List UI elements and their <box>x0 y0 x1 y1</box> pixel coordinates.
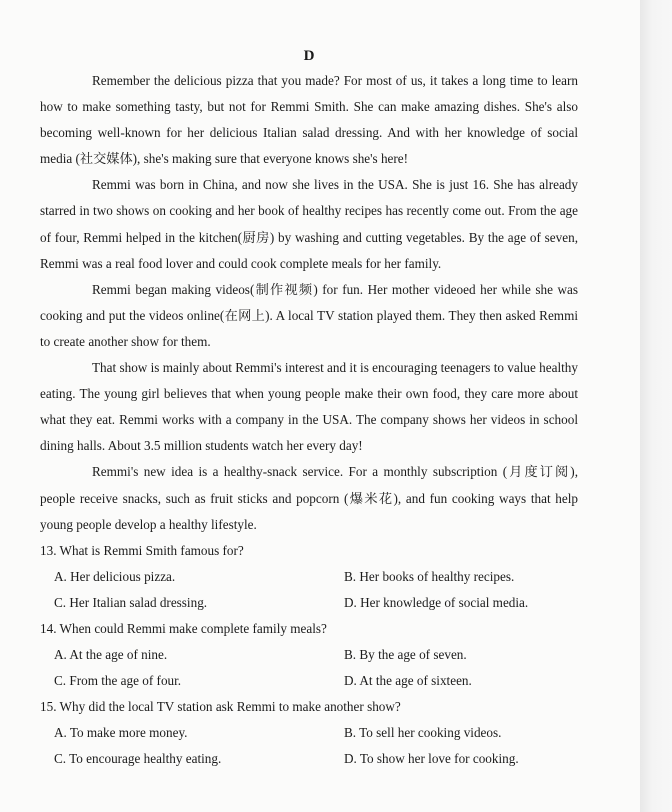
section-title: D <box>303 48 315 64</box>
question-13 <box>40 538 578 616</box>
page-edge <box>640 0 672 812</box>
paragraph: Remmi's new idea is a healthy-snack service. For a monthly subscription (月度订阅), people receive snacks, such as fruit sticks and popcorn (爆米花), and fun cooking ways that help young people develop a healthy lifestyle. <box>40 464 578 532</box>
option-a: A. Her delicious pizza. <box>54 568 176 584</box>
option-a: A. To make more money. <box>54 725 188 741</box>
question-stem: 15. Why did the local TV station ask Remmi to make another show? <box>40 699 401 715</box>
paragraph: That show is mainly about Remmi's interest and it is encouraging teenagers to value healthy eating. The young girl believes that when young people make their own food, they care more about what they eat. Remmi works with a company in the USA. The company shows her videos in school dining halls. About 3.5 million students watch her every day! <box>40 360 578 454</box>
paragraph: Remmi began making videos(制作视频) for fun. Her mother videoed her while she was cooking and put the videos online(在网上). A local TV station played them. They then asked Remmi to create another show for them. <box>40 281 578 349</box>
option-b: B. To sell her cooking videos. <box>344 725 502 741</box>
answer-options <box>54 642 578 694</box>
option-d: D. Her knowledge of social media. <box>344 594 529 610</box>
question-15 <box>40 694 578 772</box>
question-stem: 14. When could Remmi make complete family meals? <box>40 620 327 636</box>
reading-passage <box>40 44 578 773</box>
question-stem: 13. What is Remmi Smith famous for? <box>40 542 244 558</box>
option-c: C. From the age of four. <box>54 673 182 689</box>
question-14 <box>40 616 578 694</box>
answer-options <box>54 564 578 616</box>
option-d: D. To show her love for cooking. <box>344 751 519 767</box>
paragraph: Remmi was born in China, and now she lives in the USA. She is just 16. She has already starred in two shows on cooking and her book of healthy recipes has recently come out. From the age of four, Remmi helped in the kitchen(厨房) by washing and cutting vegetables. By the age of seven, Remmi was a real food lover and could cook complete meals for her family. <box>40 177 578 271</box>
option-b: B. By the age of seven. <box>344 647 467 663</box>
answer-options <box>54 720 578 772</box>
paragraph: Remember the delicious pizza that you made? For most of us, it takes a long time to learn how to make something tasty, but not for Remmi Smith. She can make amazing dishes. She's also becoming well-known for her delicious Italian salad dressing. And with her knowledge of social media (社交媒体), she's making sure that everyone knows she's here! <box>40 73 578 167</box>
option-a: A. At the age of nine. <box>54 647 168 663</box>
option-c: C. Her Italian salad dressing. <box>54 594 208 610</box>
option-c: C. To encourage healthy eating. <box>54 751 222 767</box>
option-b: B. Her books of healthy recipes. <box>344 568 515 584</box>
option-d: D. At the age of sixteen. <box>344 673 472 689</box>
